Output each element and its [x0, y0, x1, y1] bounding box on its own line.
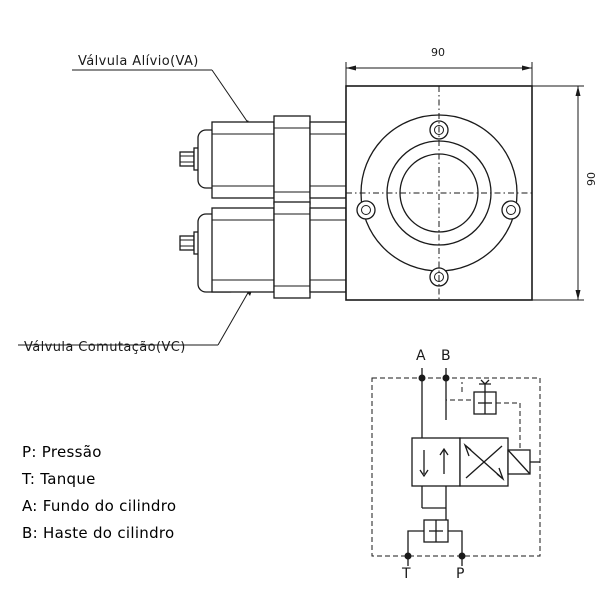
valve-assembly-lower: [180, 202, 346, 298]
hydraulic-schematic: [372, 368, 540, 566]
legend-item-p: P: Pressão: [22, 443, 102, 461]
legend-block: [22, 443, 176, 542]
schematic-solenoid: [508, 450, 540, 474]
bolt-hole-left: [357, 201, 375, 219]
schematic-relief-valve: [474, 380, 496, 414]
schematic-directional-valve: [412, 438, 508, 486]
schematic-check-valve: [424, 520, 448, 542]
bolt-hole-right: [502, 201, 520, 219]
legend-item-t: T: Tanque: [22, 470, 96, 488]
legend-item-a: A: Fundo do cilindro: [22, 497, 177, 515]
port-label-b: B: [441, 348, 451, 364]
legend-item-b: B: Haste do cilindro: [22, 524, 175, 542]
callout-label-relief-valve: Válvula Alívio(VA): [78, 54, 199, 69]
valve-assembly-upper: [180, 116, 346, 204]
dimension-text-width: 90: [431, 46, 445, 59]
dimension-width-90: [346, 62, 532, 86]
port-label-t: T: [402, 566, 411, 582]
port-label-p: P: [456, 566, 465, 582]
dimension-height-90: [532, 86, 584, 300]
port-label-a: A: [416, 348, 426, 364]
valve-block-flange: [346, 86, 532, 300]
dimension-text-height: 90: [585, 172, 598, 186]
callout-label-switching-valve: Válvula Comutação(VC): [24, 340, 186, 355]
